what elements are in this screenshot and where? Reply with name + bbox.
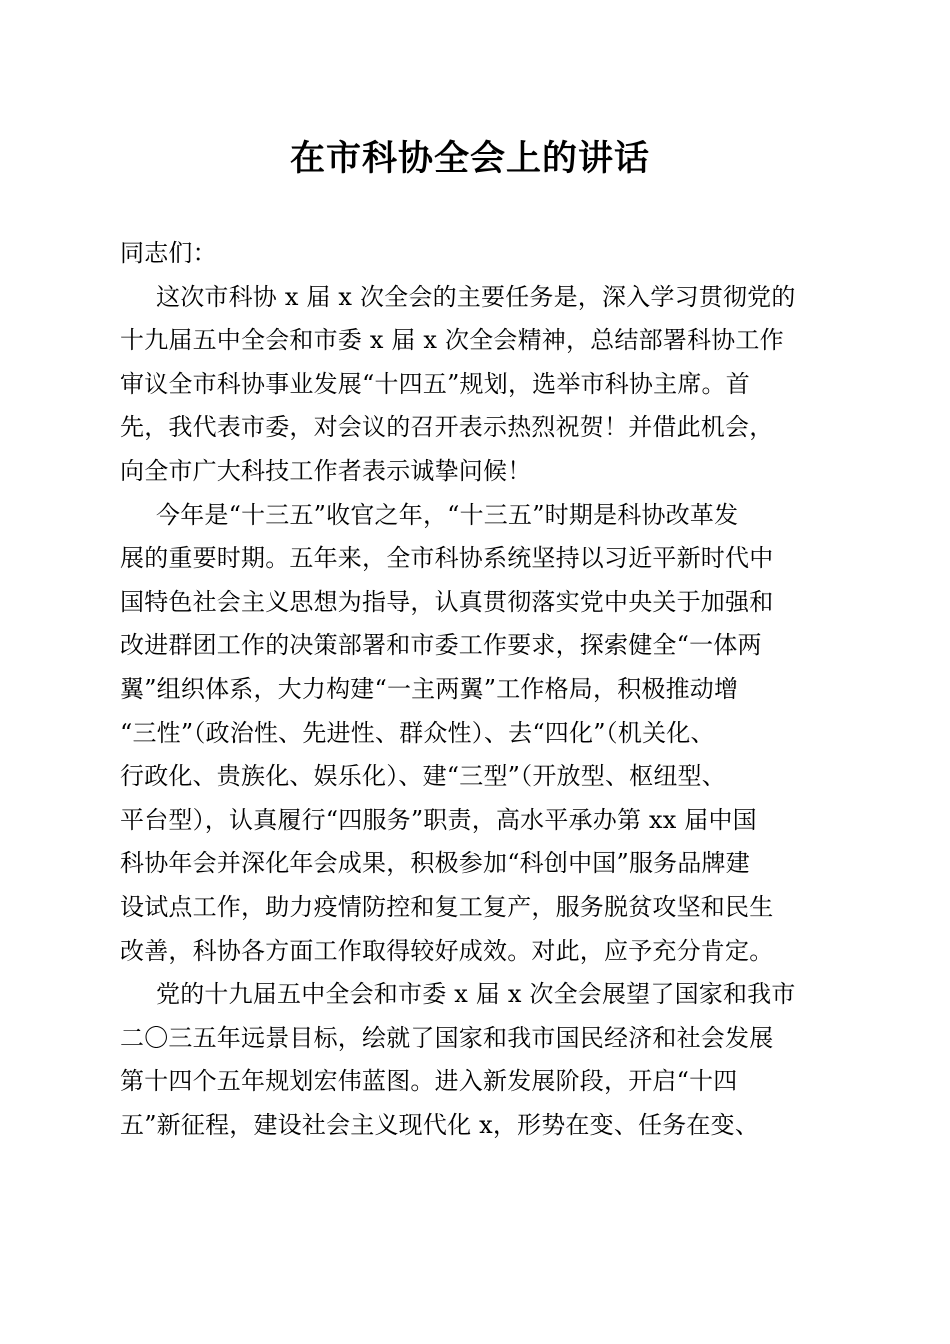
document-body: [120, 232, 840, 1147]
paragraph-2-line-10: 设试点工作，助力疫情防控和复工复产，服务脱贫攻坚和民生: [120, 892, 774, 921]
paragraph-2-line-5: 翼”组织体系，大力构建“一主两翼”工作格局，积极推动增: [120, 674, 739, 703]
paragraph-1-line-5: 向全市广大科技工作者表示诚挚问候！: [120, 456, 532, 485]
paragraph-3-line-1: 党的十九届五中全会和市委 x 届 x 次全会展望了国家和我市: [156, 980, 796, 1009]
paragraph-1-line-2: 十九届五中全会和市委 x 届 x 次全会精神，总结部署科协工作: [120, 326, 784, 355]
paragraph-2-line-4: 改进群团工作的决策部署和市委工作要求，探索健全“一体两: [120, 631, 762, 660]
paragraph-2-line-2: 展的重要时期。五年来，全市科协系统坚持以习近平新时代中: [120, 544, 774, 573]
paragraph-3-line-4: 五”新征程，建设社会主义现代化 x，形势在变、任务在变、: [120, 1110, 760, 1139]
paragraph-1-line-1: 这次市科协 x 届 x 次全会的主要任务是，深入学习贯彻党的: [156, 282, 796, 311]
paragraph-2-line-9: 科协年会并深化年会成果，积极参加“科创中国”服务品牌建: [120, 849, 750, 878]
paragraph-3-line-2: 二〇三五年远景目标，绘就了国家和我市国民经济和社会发展: [120, 1023, 774, 1052]
paragraph-2-line-6: “三性”（政治性、先进性、群众性）、去“四化”（机关化、: [120, 718, 715, 747]
paragraph-2-line-11: 改善，科协各方面工作取得较好成效。对此，应予充分肯定。: [120, 936, 774, 965]
paragraph-1-line-4: 先，我代表市委，对会议的召开表示热烈祝贺！并借此机会，: [120, 413, 774, 442]
paragraph-2-line-8: 平台型），认真履行“四服务”职责，高水平承办第 xx 届中国: [120, 805, 757, 834]
paragraph-2-line-7: 行政化、贵族化、娱乐化）、建“三型”（开放型、枢纽型、: [120, 762, 726, 791]
paragraph-2-line-3: 国特色社会主义思想为指导，认真贯彻落实党中央关于加强和: [120, 587, 774, 616]
document-title: 在市科协全会上的讲话: [289, 138, 650, 179]
paragraph-2-line-1: 今年是“十三五”收官之年，“十三五”时期是科协改革发: [156, 500, 739, 529]
paragraph-3-line-3: 第十四个五年规划宏伟蓝图。进入新发展阶段，开启“十四: [120, 1067, 738, 1096]
paragraph-1-line-3: 审议全市科协事业发展“十四五”规划，选举市科协主席。首: [120, 369, 750, 398]
greeting-line: 同志们：: [120, 239, 217, 267]
